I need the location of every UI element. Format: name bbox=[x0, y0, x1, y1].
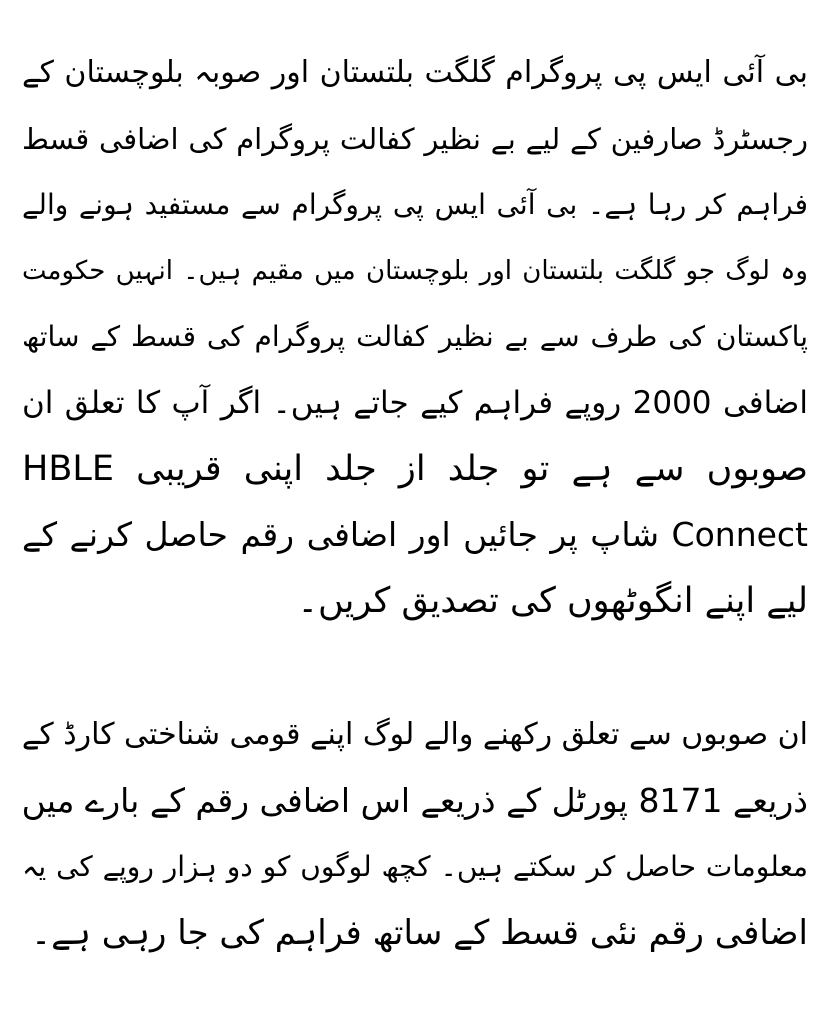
paragraph-2-line-2: ذریعے 8171 پورٹل کے ذریعے اس اضافی رقم کے بارے میں bbox=[22, 781, 808, 820]
paragraph-1-line-2: رجسٹرڈ صارفین کے لیے بے نظیر کفالت پروگرام کی اضافی قسط bbox=[22, 122, 808, 156]
article-paragraph-1 bbox=[22, 40, 808, 634]
paragraph-2-line-3: معلومات حاصل کر سکتے ہیں۔ کچھ لوگوں کو دو ہزار روپے کی یہ bbox=[22, 850, 808, 883]
paragraph-1-line-1: بی آئی ایس پی پروگرام گلگت بلتستان اور صوبہ بلوچستان کے bbox=[22, 55, 808, 90]
paragraph-1-line-9: لیے اپنے انگوٹھوں کی تصدیق کریں۔ bbox=[297, 581, 808, 621]
paragraph-1-line-5: پاکستان کی طرف سے بے نظیر کفالت پروگرام کی قسط کے ساتھ bbox=[22, 320, 808, 353]
paragraph-1-line-7: صوبوں سے ہے تو جلد از جلد اپنی قریبی HBLE bbox=[22, 449, 808, 489]
paragraph-1-line-6: اضافی 2000 روپے فراہم کیے جاتے ہیں۔ اگر آپ کا تعلق ان bbox=[22, 385, 808, 421]
paragraph-1-line-3: فراہم کر رہا ہے۔ بی آئی ایس پی پروگرام سے مستفید ہونے والے bbox=[22, 188, 808, 221]
article-paragraph-2 bbox=[22, 702, 808, 966]
paragraph-2-line-1: ان صوبوں سے تعلق رکھنے والے لوگ اپنے قومی شناختی کارڈ کے bbox=[22, 717, 808, 752]
paragraph-1-line-4: وہ لوگ جو گلگت بلتستان اور بلوچستان میں مقیم ہیں۔ انہیں حکومت bbox=[22, 256, 808, 286]
paragraph-2-line-4: اضافی رقم نئی قسط کے ساتھ فراہم کی جا رہی ہے۔ bbox=[31, 913, 808, 953]
paragraph-1-line-8: Connect شاپ پر جائیں اور اضافی رقم حاصل کرنے کے bbox=[22, 515, 808, 554]
